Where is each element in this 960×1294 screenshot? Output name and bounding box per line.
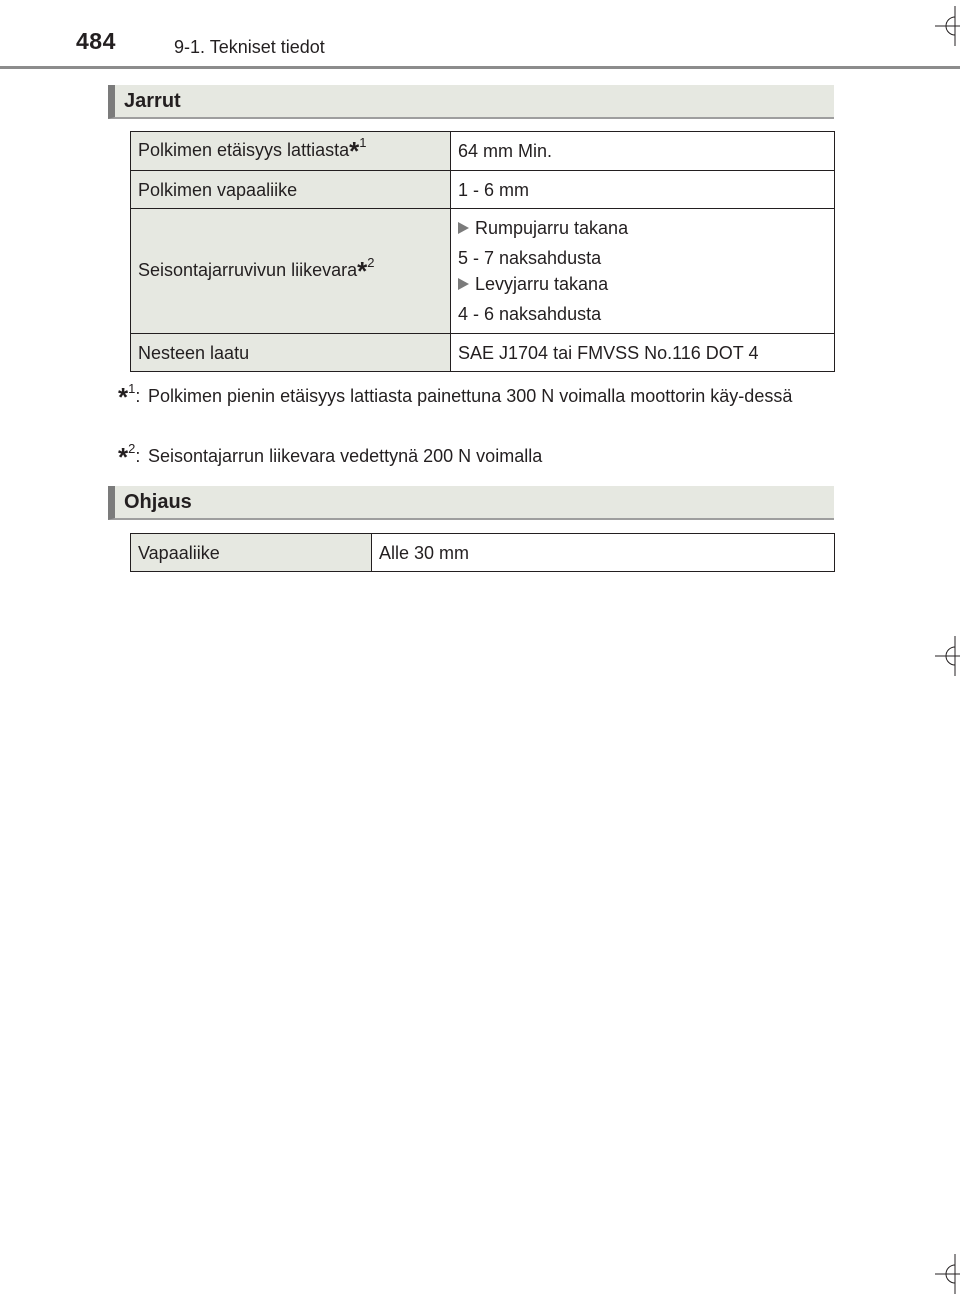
registration-mark-icon bbox=[935, 1254, 960, 1294]
footnote: *$^2$: Seisontajarrun liikevara vedettynä 200 N voimalla bbox=[118, 443, 830, 469]
footnote-text: Polkimen pienin etäisyys lattiasta painettuna 300 N voimalla moottorin käy-dessä bbox=[148, 386, 793, 406]
brakes-spec-table bbox=[130, 131, 835, 372]
footnote-ref: 1 bbox=[128, 381, 136, 396]
footnote-ref: 2 bbox=[128, 441, 136, 456]
table-row bbox=[131, 334, 835, 372]
section-heading-brakes bbox=[108, 85, 834, 119]
triangle-right-icon bbox=[458, 222, 469, 234]
header-rule bbox=[0, 66, 960, 69]
section-title: Ohjaus bbox=[124, 491, 192, 513]
spec-value: Alle 30 mm bbox=[372, 534, 835, 572]
asterisk-mark: * bbox=[118, 442, 129, 472]
bullet-item: Levyjarru takana bbox=[458, 273, 827, 295]
spec-label: Polkimen vapaaliike bbox=[131, 171, 451, 209]
spec-label: Polkimen etäisyys lattiasta*$^1$ bbox=[131, 132, 451, 171]
registration-mark-icon bbox=[935, 6, 960, 46]
spec-label: Seisontajarruvivun liikevara*$^2$ bbox=[131, 209, 451, 334]
chapter-title: 9-1. Tekniset tiedot bbox=[174, 37, 325, 57]
asterisk-mark: * bbox=[357, 256, 368, 286]
steering-spec-table bbox=[130, 533, 835, 572]
footnote-ref: 1 bbox=[359, 135, 367, 150]
spec-value: SAE J1704 tai FMVSS No.116 DOT 4 bbox=[451, 334, 835, 372]
bullet-item: Rumpujarru takana bbox=[458, 217, 827, 239]
spec-value bbox=[451, 209, 835, 334]
spec-value: 1 - 6 mm bbox=[451, 171, 835, 209]
table-row bbox=[131, 534, 835, 572]
table-row bbox=[131, 171, 835, 209]
table-row bbox=[131, 132, 835, 171]
spec-label: Vapaaliike bbox=[131, 534, 372, 572]
table-row bbox=[131, 209, 835, 334]
footnote-ref: 2 bbox=[367, 255, 375, 270]
asterisk-mark: * bbox=[118, 382, 129, 412]
spec-label: Nesteen laatu bbox=[131, 334, 451, 372]
footnote-text: Seisontajarrun liikevara vedettynä 200 N voimalla bbox=[148, 446, 543, 466]
spec-value: 64 mm Min. bbox=[451, 132, 835, 171]
bullet-value: 5 - 7 naksahdusta bbox=[458, 248, 602, 268]
bullet-value: 4 - 6 naksahdusta bbox=[458, 304, 602, 324]
footnote: *$^1$: Polkimen pienin etäisyys lattiasta painettuna 300 N voimalla moottorin käy-dessä bbox=[118, 383, 830, 409]
triangle-right-icon bbox=[458, 278, 469, 290]
registration-mark-icon bbox=[935, 636, 960, 676]
page-number: 484 bbox=[76, 28, 116, 54]
section-heading-steering bbox=[108, 486, 834, 520]
section-title: Jarrut bbox=[124, 90, 181, 112]
asterisk-mark: * bbox=[349, 136, 360, 166]
